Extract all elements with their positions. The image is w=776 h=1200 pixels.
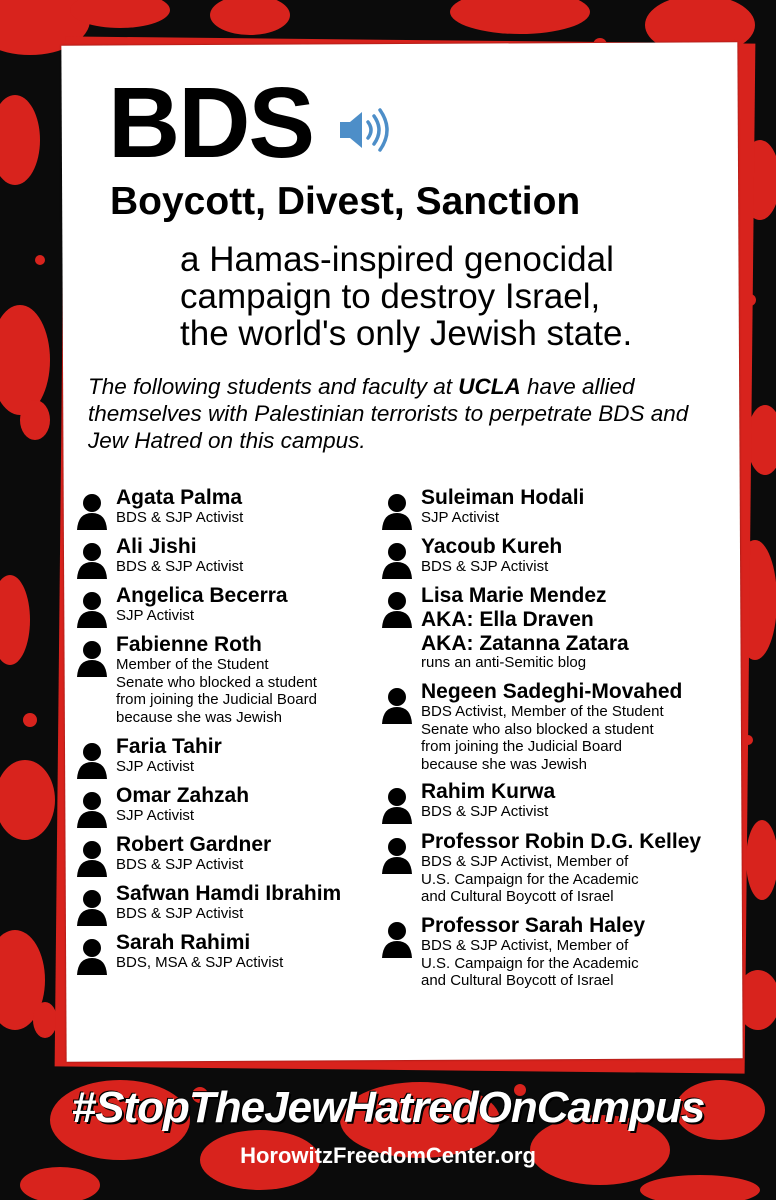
person-name: Agata Palma — [116, 486, 243, 509]
campaign-hashtag: #StopTheJewHatredOnCampus — [71, 1083, 705, 1132]
person-alias: AKA: Zatanna Zatara — [421, 632, 629, 655]
person-description: SJP Activist — [421, 509, 500, 526]
person-description: Member of the Student Senate who blocked a student from joining the Judicial Board because she was Jewish — [116, 656, 317, 726]
person-silhouette-icon — [76, 937, 108, 975]
speaker-icon[interactable] — [338, 102, 394, 158]
person-description: runs an anti-Semitic blog — [421, 654, 587, 671]
person-description: BDS & SJP Activist — [116, 905, 244, 922]
tagline-line: campaign to destroy Israel, — [180, 277, 601, 316]
person-name: Professor Robin D.G. Kelley — [421, 830, 702, 853]
person-silhouette-icon — [76, 741, 108, 779]
person-silhouette-icon — [381, 492, 413, 530]
person-description: BDS & SJP Activist — [116, 558, 244, 575]
intro-school-name: UCLA — [458, 374, 521, 399]
person-description: BDS & SJP Activist, Member of U.S. Campaign for the Academic and Cultural Boycott of Israel — [421, 853, 639, 905]
person-name: Sarah Rahimi — [116, 931, 251, 954]
page-title: BDS — [108, 67, 314, 179]
person-description: BDS, MSA & SJP Activist — [116, 954, 284, 971]
person-silhouette-icon — [76, 839, 108, 877]
person-name: Fabienne Roth — [116, 633, 262, 656]
person-name: Angelica Becerra — [116, 584, 288, 607]
person-name: Faria Tahir — [116, 735, 222, 758]
person-name: Professor Sarah Haley — [421, 914, 646, 937]
person-name: Robert Gardner — [116, 833, 272, 856]
tagline — [180, 241, 632, 352]
person-silhouette-icon — [76, 590, 108, 628]
person-description: BDS & SJP Activist — [421, 803, 549, 820]
person-silhouette-icon — [76, 541, 108, 579]
person-description: BDS & SJP Activist — [116, 856, 244, 873]
person-name: Ali Jishi — [116, 535, 197, 558]
person-name: Negeen Sadeghi-Movahed — [421, 680, 683, 703]
person-name: Safwan Hamdi Ibrahim — [116, 882, 342, 905]
person-description: SJP Activist — [116, 758, 195, 775]
person-description: BDS & SJP Activist, Member of U.S. Campaign for the Academic and Cultural Boycott of Israel — [421, 937, 639, 989]
person-description: BDS & SJP Activist — [421, 558, 549, 575]
person-silhouette-icon — [76, 492, 108, 530]
person-silhouette-icon — [381, 686, 413, 724]
intro-paragraph — [88, 373, 718, 454]
person-silhouette-icon — [76, 888, 108, 926]
person-description: BDS & SJP Activist — [116, 509, 244, 526]
person-silhouette-icon — [381, 836, 413, 874]
person-name: Rahim Kurwa — [421, 780, 556, 803]
intro-text-before: The following students and faculty at — [88, 374, 459, 399]
person-description: BDS Activist, Member of the Student Senate who also blocked a student from joining the Judicial Board because she was Jewish — [421, 703, 664, 773]
subtitle: Boycott, Divest, Sanction — [110, 180, 581, 223]
person-description: SJP Activist — [116, 807, 195, 824]
person-silhouette-icon — [381, 541, 413, 579]
person-silhouette-icon — [381, 590, 413, 628]
person-name: Suleiman Hodali — [421, 486, 585, 509]
person-silhouette-icon — [381, 786, 413, 824]
person-silhouette-icon — [76, 790, 108, 828]
intro-text-after: have allied themselves with Palestinian terrorists to perpetrate BDS and Jew Hatred on this campus. — [88, 374, 689, 453]
person-name: Yacoub Kureh — [421, 535, 563, 558]
person-name: Omar Zahzah — [116, 784, 250, 807]
person-name: Lisa Marie Mendez — [421, 584, 607, 607]
tagline-line: the world's only Jewish state. — [180, 314, 633, 353]
person-silhouette-icon — [76, 639, 108, 677]
person-alias: AKA: Ella Draven — [421, 608, 594, 631]
tagline-line: a Hamas-inspired genocidal — [180, 240, 614, 279]
person-description: SJP Activist — [116, 607, 195, 624]
person-silhouette-icon — [381, 920, 413, 958]
website-link[interactable]: HorowitzFreedomCenter.org — [240, 1143, 536, 1168]
